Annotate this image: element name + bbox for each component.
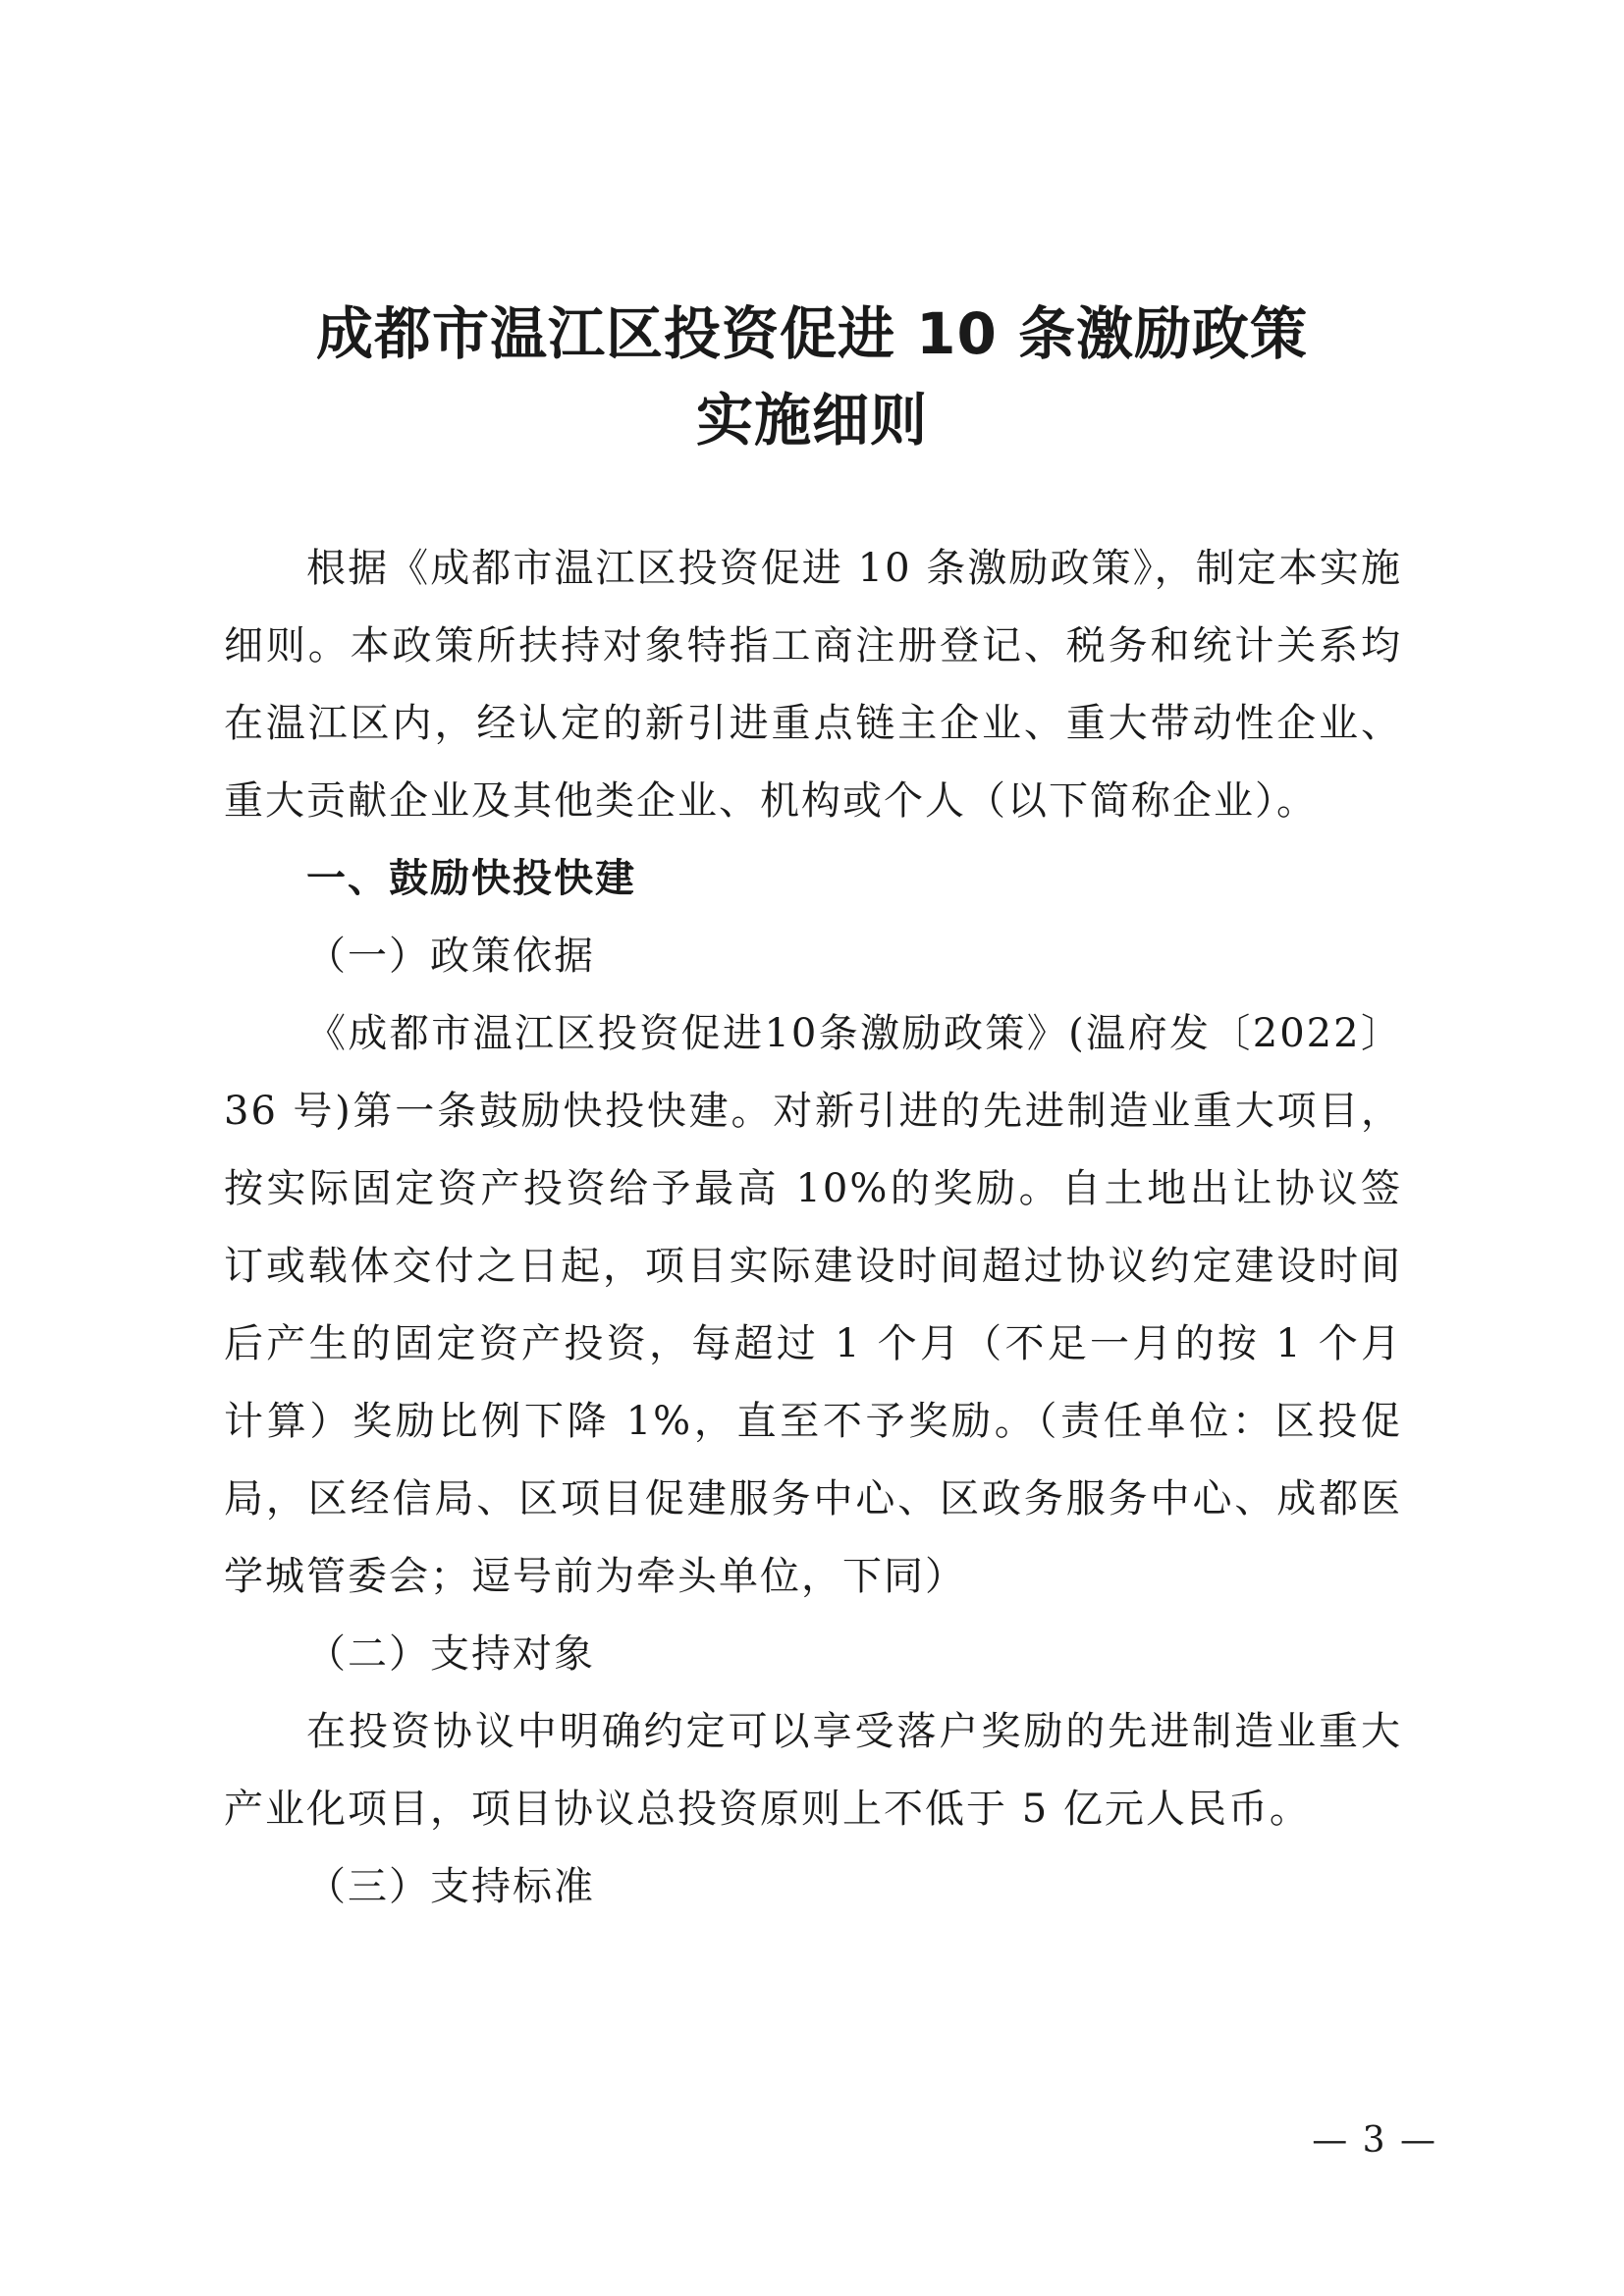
- sub2-paragraph: 在投资协议中明确约定可以享受落户奖励的先进制造业重大产业化项目，项目协议总投资原则上不低于 5 亿元人民币。: [224, 1709, 1402, 1832]
- sub1-paragraph: 《成都市温江区投资促进10条激励政策》(温府发〔2022〕36 号)第一条鼓励快投快建。对新引进的先进制造业重大项目，按实际固定资产投资给予最高 10%的奖励。自土地出让协议签订或载体交付之日起，项目实际建设时间超过协议约定建设时间后产生的固定资产投资，每超过 1 个月（不足一月的按 1 个月计算）奖励比例下降 1%，直至不予奖励。（责任单位：区投促局，区经信局、区项目促建服务中心、区政务服务中心、成都医学城管委会；逗号前为牵头单位，下同）: [224, 1011, 1402, 1599]
- intro-paragraph: 根据《成都市温江区投资促进 10 条激励政策》，制定本实施细则。本政策所扶持对象特指工商注册登记、税务和统计关系均在温江区内，经认定的新引进重点链主企业、重大带动性企业、重大贡献企业及其他类企业、机构或个人（以下简称企业）。: [224, 546, 1402, 824]
- document-title-line1: 成都市温江区投资促进 10 条激励政策: [315, 300, 1309, 367]
- sub3-heading: （三）支持标准: [306, 1864, 595, 1909]
- section1-heading: 一、鼓励快投快建: [306, 856, 636, 901]
- sub2-heading: （二）支持对象: [306, 1631, 595, 1677]
- document-title-line2: 实施细则: [695, 387, 928, 454]
- sub1-heading: （一）政策依据: [306, 934, 595, 979]
- page-number: — 3 —: [1312, 2120, 1437, 2161]
- document-body: [224, 530, 1402, 1926]
